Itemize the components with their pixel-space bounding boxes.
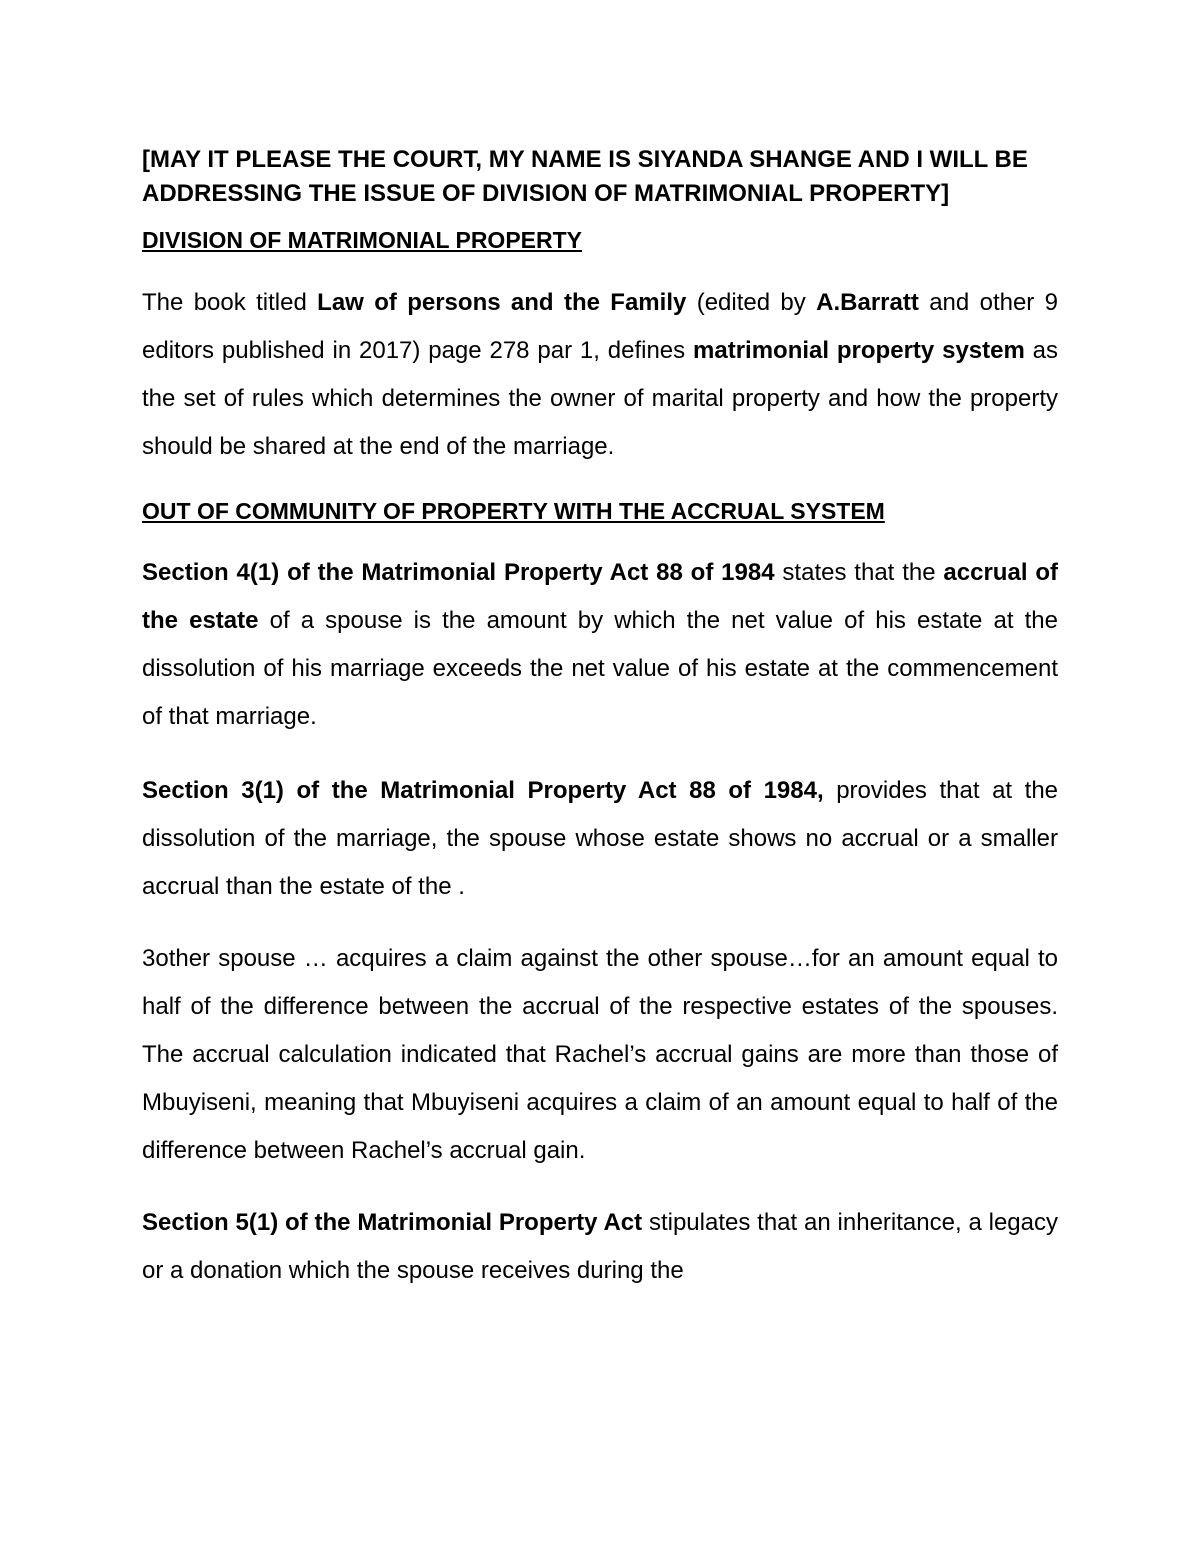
paragraph-text: The book titled — [142, 289, 318, 316]
statute-reference: Section 3(1) of the Matrimonial Property Act 88 of 1984, — [142, 777, 824, 804]
defined-term: matrimonial property system — [693, 337, 1025, 364]
paragraph-text: as the set of rules which determines the owner of marital property and how the property should be shared at the end of the marriage. — [142, 337, 1059, 460]
paragraph-text: states that the — [774, 559, 944, 586]
paragraph-text: stipulates that an inheritance, a legacy or a donation which the spouse receives during the — [142, 1209, 1058, 1284]
paragraph-section-3 — [142, 767, 1058, 911]
opening-statement: [MAY IT PLEASE THE COURT, MY NAME IS SIYANDA SHANGE AND I WILL BE ADDRESSING THE ISSUE OF DIVISION OF MATRIMONIAL PROPERTY] — [142, 146, 1028, 207]
paragraph-accrual-claim: 3other spouse … acquires a claim against the other spouse…for an amount equal to half of the difference between the accrual of the respective estates of the spouses. The accrual calculation indicated that Rachel’s accrual gains are more than those of Mbuyiseni, meaning that Mbuyiseni acquires a claim of an amount equal to half of the difference between Rachel’s accrual gain. — [142, 945, 1058, 1164]
paragraph-text: provides that at the dissolution of the marriage, the spouse whose estate shows no accrual or a smaller accrual than the estate of the . — [142, 777, 1059, 900]
section-heading-division: DIVISION OF MATRIMONIAL PROPERTY — [142, 227, 582, 253]
document-body — [142, 143, 1058, 1295]
section-heading-accrual: OUT OF COMMUNITY OF PROPERTY WITH THE ACCRUAL SYSTEM — [142, 498, 885, 524]
paragraph-text: of a spouse is the amount by which the net value of his estate at the dissolution of his marriage exceeds the net value of his estate at the commencement of that marriage. — [142, 607, 1058, 730]
paragraph-definition — [142, 279, 1058, 471]
paragraph-section-4 — [142, 549, 1058, 741]
paragraph-text: (edited by — [686, 289, 817, 316]
statute-reference: Section 4(1) of the Matrimonial Property Act 88 of 1984 — [142, 559, 775, 586]
book-title: Law of persons and the Family — [317, 289, 687, 316]
editor-name: A.Barratt — [816, 289, 919, 316]
defined-term: accrual of the estate — [142, 559, 1058, 634]
statute-reference: Section 5(1) of the Matrimonial Property Act — [142, 1209, 643, 1236]
paragraph-text: and other 9 editors published in 2017) page 278 par 1, defines — [142, 289, 1059, 364]
paragraph-section-5 — [142, 1199, 1058, 1295]
